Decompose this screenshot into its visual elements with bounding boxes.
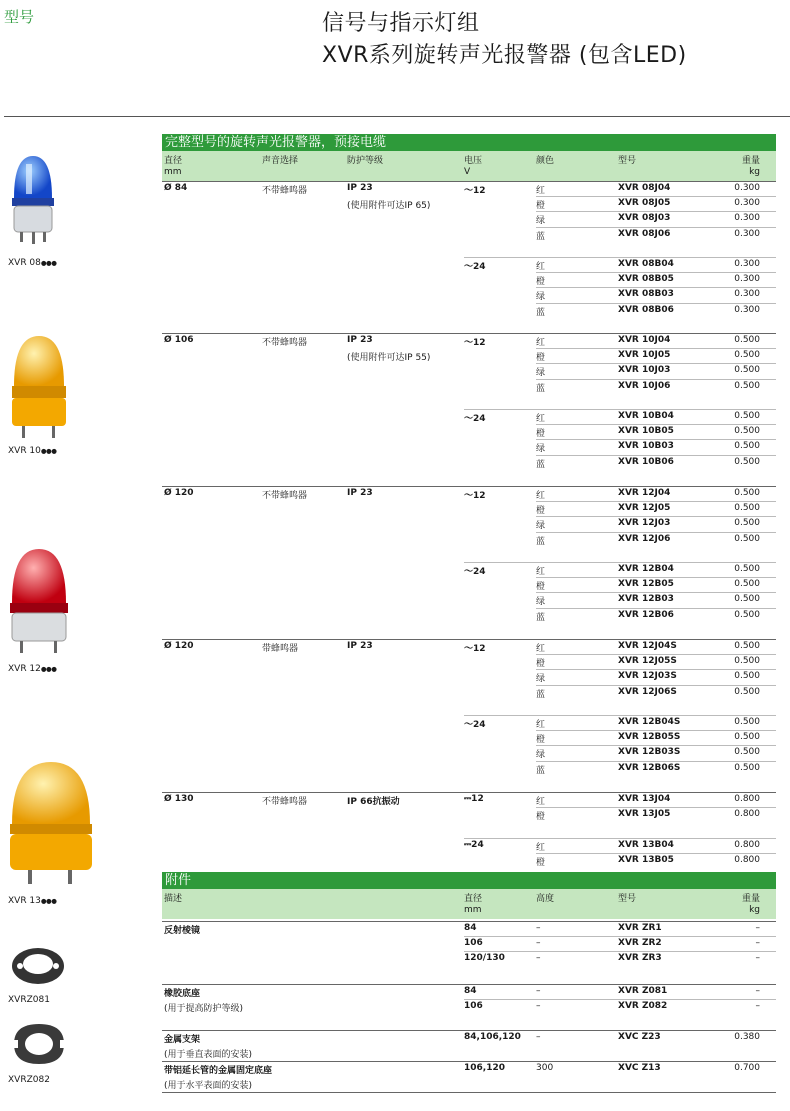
cell-acc-height: – xyxy=(536,986,541,996)
table-row xyxy=(162,854,776,869)
cell-weight: 0.500 xyxy=(734,441,760,452)
cell-acc-diameter: 106 xyxy=(464,938,483,949)
table-row xyxy=(162,364,776,379)
table-row xyxy=(162,517,776,532)
cell-color: 蓝 xyxy=(536,231,546,242)
cell-acc-height: 300 xyxy=(536,1063,554,1073)
xvr12-red-beacon-image xyxy=(8,545,70,655)
accessory-row xyxy=(162,1031,776,1046)
table-row xyxy=(162,533,776,548)
cell-model: XVR 13B04 xyxy=(618,839,674,850)
table-row xyxy=(162,686,776,701)
cell-model: XVR 10B05 xyxy=(618,426,674,437)
cell-voltage: 〜12 xyxy=(464,491,486,501)
cell-color: 蓝 xyxy=(536,459,546,470)
cell-model: XVR 12J03S xyxy=(618,671,677,682)
cell-voltage: ⎓12 xyxy=(464,794,484,804)
cell-model: XVR 08J05 xyxy=(618,198,671,209)
table-header-accessories xyxy=(162,889,776,919)
table-row xyxy=(162,182,776,197)
cell-color: 蓝 xyxy=(536,307,546,318)
cell-ip: IP 23 xyxy=(347,183,373,193)
page-title: 信号与指示灯组 xyxy=(322,11,480,36)
cell-acc-height: – xyxy=(536,953,541,964)
cell-acc-height: – xyxy=(536,1001,541,1012)
table-row xyxy=(162,334,776,349)
cell-acc-model: XVC Z13 xyxy=(618,1063,661,1073)
cell-model: XVR 12B06S xyxy=(618,762,681,773)
cell-color: 蓝 xyxy=(536,689,546,700)
cell-weight: 0.800 xyxy=(734,854,760,865)
cell-model: XVR 08B03 xyxy=(618,289,674,300)
cell-weight: 0.500 xyxy=(734,503,760,514)
cell-model: XVR 13J05 xyxy=(618,809,671,820)
cell-acc-height: – xyxy=(536,1032,541,1042)
cell-weight: 0.300 xyxy=(734,183,760,193)
cell-acc-note: (用于水平表面的安装) xyxy=(164,1081,253,1092)
table-row xyxy=(162,716,776,731)
accessory-row xyxy=(162,1062,776,1077)
cell-color: 红 xyxy=(536,262,546,272)
header-acc-weight: 重量 xyxy=(741,894,760,904)
cell-diameter: Ø 130 xyxy=(164,794,194,804)
cell-weight: 0.500 xyxy=(734,641,760,651)
xvr13-orange-beacon-image xyxy=(6,758,96,890)
cell-weight: 0.500 xyxy=(734,564,760,574)
cell-color: 橙 xyxy=(536,735,546,746)
cell-voltage: 〜12 xyxy=(464,644,486,654)
cell-color: 绿 xyxy=(536,444,546,455)
cell-acc-weight: – xyxy=(755,923,760,933)
cell-model: XVR 08B04 xyxy=(618,259,674,269)
cell-color: 红 xyxy=(536,414,546,424)
table-row xyxy=(162,304,776,319)
header-voltage: 电压 xyxy=(464,156,483,166)
xvrz081-rubber-base-image xyxy=(10,946,66,986)
cell-acc-diameter: 106 xyxy=(464,1001,483,1012)
caption-xvr10: XVR 10●●● xyxy=(8,446,57,456)
table-row xyxy=(162,793,776,808)
xvr10-orange-beacon-image xyxy=(8,330,70,440)
cell-color: 绿 xyxy=(536,292,546,303)
cell-color: 蓝 xyxy=(536,383,546,394)
table-row xyxy=(162,425,776,440)
cell-voltage: 〜12 xyxy=(464,338,486,348)
cell-acc-weight: – xyxy=(755,938,760,949)
cell-weight: 0.500 xyxy=(734,762,760,773)
cell-voltage: 〜24 xyxy=(464,567,486,577)
cell-weight: 0.500 xyxy=(734,411,760,421)
header-color: 颜色 xyxy=(536,156,555,166)
cell-weight: 0.500 xyxy=(734,579,760,590)
cell-voltage: 〜12 xyxy=(464,186,486,196)
cell-model: XVR 10J03 xyxy=(618,365,671,376)
cell-weight: 0.500 xyxy=(734,732,760,743)
cell-acc-weight: 0.380 xyxy=(734,1032,760,1042)
cell-acc-note: (用于垂直表面的安装) xyxy=(164,1050,253,1061)
header-desc: 描述 xyxy=(164,894,183,904)
cell-acc-model: XVR ZR3 xyxy=(618,953,662,964)
cell-acc-diameter: 84 xyxy=(464,986,477,996)
cell-diameter: Ø 106 xyxy=(164,335,194,345)
header-height: 高度 xyxy=(536,894,555,904)
cell-weight: 0.500 xyxy=(734,671,760,682)
cell-ip-note: (使用附件可达IP 55) xyxy=(347,353,431,364)
cell-color: 橙 xyxy=(536,857,546,868)
cell-model: XVR 10J05 xyxy=(618,350,671,361)
cell-ip-note: (使用附件可达IP 65) xyxy=(347,201,431,212)
cell-color: 绿 xyxy=(536,597,546,608)
cell-acc-model: XVR ZR2 xyxy=(618,938,662,949)
cell-ip: IP 23 xyxy=(347,335,373,345)
cell-ip: IP 23 xyxy=(347,641,373,651)
cell-model: XVR 08B06 xyxy=(618,304,674,315)
cell-acc-diameter: 84 xyxy=(464,923,477,933)
cell-weight: 0.500 xyxy=(734,747,760,758)
cell-color: 红 xyxy=(536,186,546,196)
cell-acc-diameter: 84,106,120 xyxy=(464,1032,521,1042)
cell-color: 橙 xyxy=(536,812,546,823)
header-acc-weight-unit: kg xyxy=(749,905,760,915)
cell-ip: IP 23 xyxy=(347,488,373,498)
table-row xyxy=(162,410,776,425)
cell-acc-diameter: 120/130 xyxy=(464,953,505,964)
cell-color: 橙 xyxy=(536,506,546,517)
cell-voltage: ⎓24 xyxy=(464,839,484,850)
table-row xyxy=(162,258,776,273)
cell-color: 绿 xyxy=(536,216,546,227)
cell-model: XVR 12J05S xyxy=(618,656,677,667)
header-ip: 防护等级 xyxy=(347,156,384,166)
table-row xyxy=(162,440,776,455)
cell-weight: 0.500 xyxy=(734,350,760,361)
cell-model: XVR 12J06S xyxy=(618,686,677,697)
cell-weight: 0.500 xyxy=(734,533,760,544)
cell-model: XVR 10B03 xyxy=(618,441,674,452)
table-row xyxy=(162,808,776,823)
cell-color: 蓝 xyxy=(536,612,546,623)
cell-color: 橙 xyxy=(536,277,546,288)
cell-voltage: 〜24 xyxy=(464,414,486,424)
page-label: 型号 xyxy=(4,8,35,26)
cell-weight: 0.500 xyxy=(734,686,760,697)
header-acc-diameter: 直径 xyxy=(464,894,483,904)
caption-z082: XVRZ082 xyxy=(8,1075,50,1085)
cell-color: 红 xyxy=(536,644,546,654)
cell-weight: 0.500 xyxy=(734,365,760,376)
accessory-row xyxy=(162,985,776,1000)
cell-model: XVR 12B04S xyxy=(618,717,681,727)
table-row xyxy=(162,762,776,777)
cell-color: 蓝 xyxy=(536,765,546,776)
cell-weight: 0.300 xyxy=(734,259,760,269)
xvrz082-metal-bracket-image xyxy=(8,1020,70,1068)
header-sound: 声音选择 xyxy=(262,156,299,166)
cell-model: XVR 12B06 xyxy=(618,609,674,620)
table-row xyxy=(162,212,776,227)
cell-color: 橙 xyxy=(536,201,546,212)
table-row xyxy=(162,502,776,517)
cell-sound: 不带蜂鸣器 xyxy=(262,338,308,348)
caption-xvr13: XVR 13●●● xyxy=(8,896,57,906)
accessory-row xyxy=(162,1046,776,1061)
table-row xyxy=(162,197,776,212)
cell-model: XVR 10J04 xyxy=(618,335,671,345)
cell-sound: 带蜂鸣器 xyxy=(262,644,299,654)
cell-acc-model: XVR ZR1 xyxy=(618,923,662,933)
cell-weight: 0.300 xyxy=(734,198,760,209)
header-weight: 重量 xyxy=(741,156,760,166)
cell-weight: 0.500 xyxy=(734,488,760,498)
cell-model: XVR 08B05 xyxy=(618,274,674,285)
cell-acc-name: 带铝延长管的金属固定底座 xyxy=(164,1066,273,1076)
cell-color: 橙 xyxy=(536,582,546,593)
accessory-row xyxy=(162,1000,776,1015)
cell-model: XVR 12B03S xyxy=(618,747,681,758)
cell-ip: IP 66抗振动 xyxy=(347,797,400,807)
table-row xyxy=(162,731,776,746)
table-row xyxy=(162,640,776,655)
cell-sound: 不带蜂鸣器 xyxy=(262,186,308,196)
table-row xyxy=(162,593,776,608)
cell-color: 绿 xyxy=(536,750,546,761)
table-header-main xyxy=(162,151,776,181)
table-row xyxy=(162,655,776,670)
cell-color: 橙 xyxy=(536,429,546,440)
section-band-main: 完整型号的旋转声光报警器，预接电缆 xyxy=(162,134,776,151)
accessory-row xyxy=(162,937,776,952)
header-weight-unit: kg xyxy=(749,167,760,177)
cell-model: XVR 12B03 xyxy=(618,594,674,605)
cell-model: XVR 13J04 xyxy=(618,794,671,804)
cell-color: 绿 xyxy=(536,674,546,685)
table-row xyxy=(162,578,776,593)
cell-acc-weight: – xyxy=(755,1001,760,1012)
cell-diameter: Ø 120 xyxy=(164,488,194,498)
cell-acc-diameter: 106,120 xyxy=(464,1063,505,1073)
cell-color: 红 xyxy=(536,567,546,577)
cell-voltage: 〜24 xyxy=(464,720,486,730)
cell-weight: 0.500 xyxy=(734,518,760,529)
cell-acc-model: XVR Z081 xyxy=(618,986,668,996)
cell-weight: 0.500 xyxy=(734,594,760,605)
cell-acc-name: 反射棱镜 xyxy=(164,926,201,936)
cell-model: XVR 08J04 xyxy=(618,183,671,193)
cell-color: 红 xyxy=(536,491,546,501)
table-row xyxy=(162,288,776,303)
accessory-row xyxy=(162,952,776,967)
cell-weight: 0.800 xyxy=(734,839,760,850)
header-diameter-unit: mm xyxy=(164,167,182,177)
cell-model: XVR 08J06 xyxy=(618,228,671,239)
accessory-row xyxy=(162,1077,776,1092)
cell-color: 蓝 xyxy=(536,536,546,547)
accessory-row xyxy=(162,922,776,937)
table-row xyxy=(162,746,776,761)
table-row xyxy=(162,670,776,685)
cell-model: XVR 10B06 xyxy=(618,456,674,467)
xvr08-blue-beacon-image xyxy=(8,150,58,250)
cell-model: XVR 12J06 xyxy=(618,533,671,544)
cell-acc-weight: – xyxy=(755,986,760,996)
cell-model: XVR 12B04 xyxy=(618,564,674,574)
cell-voltage: 〜24 xyxy=(464,262,486,272)
cell-acc-name: 橡胶底座 xyxy=(164,989,201,999)
section-band-accessories: 附件 xyxy=(162,872,776,889)
cell-diameter: Ø 120 xyxy=(164,641,194,651)
table-row xyxy=(162,228,776,243)
cell-acc-model: XVC Z23 xyxy=(618,1032,661,1042)
cell-acc-weight: – xyxy=(755,953,760,964)
cell-weight: 0.500 xyxy=(734,609,760,620)
table-row xyxy=(162,487,776,502)
cell-color: 红 xyxy=(536,797,546,807)
header-model: 型号 xyxy=(618,156,637,166)
cell-weight: 0.500 xyxy=(734,426,760,437)
table-row xyxy=(162,609,776,624)
cell-sound: 不带蜂鸣器 xyxy=(262,797,308,807)
cell-color: 红 xyxy=(536,720,546,730)
cell-model: XVR 10B04 xyxy=(618,411,674,421)
table-row xyxy=(162,839,776,854)
cell-model: XVR 12B05S xyxy=(618,732,681,743)
caption-z081: XVRZ081 xyxy=(8,995,50,1005)
cell-color: 绿 xyxy=(536,521,546,532)
table-row xyxy=(162,349,776,364)
cell-color: 橙 xyxy=(536,353,546,364)
cell-weight: 0.500 xyxy=(734,717,760,727)
page-subtitle: XVR系列旋转声光报警器 (包含LED) xyxy=(322,43,687,68)
header-diameter: 直径 xyxy=(164,156,183,166)
cell-model: XVR 12J03 xyxy=(618,518,671,529)
cell-acc-name: 金属支架 xyxy=(164,1035,201,1045)
cell-acc-note: (用于提高防护等级) xyxy=(164,1004,244,1015)
table-end-divider xyxy=(162,1092,776,1093)
top-divider xyxy=(4,116,790,117)
cell-weight: 0.800 xyxy=(734,809,760,820)
cell-weight: 0.800 xyxy=(734,794,760,804)
cell-acc-model: XVR Z082 xyxy=(618,1001,668,1012)
header-acc-diameter-unit: mm xyxy=(464,905,482,915)
cell-acc-height: – xyxy=(536,923,541,933)
cell-acc-height: – xyxy=(536,938,541,949)
cell-model: XVR 08J03 xyxy=(618,213,671,224)
caption-xvr08: XVR 08●●● xyxy=(8,258,57,268)
cell-color: 绿 xyxy=(536,368,546,379)
table-row xyxy=(162,273,776,288)
table-row xyxy=(162,563,776,578)
cell-model: XVR 12J04S xyxy=(618,641,677,651)
cell-weight: 0.300 xyxy=(734,289,760,300)
cell-model: XVR 13B05 xyxy=(618,854,674,865)
cell-sound: 不带蜂鸣器 xyxy=(262,491,308,501)
cell-acc-weight: 0.700 xyxy=(734,1063,760,1073)
caption-xvr12: XVR 12●●● xyxy=(8,664,57,674)
cell-weight: 0.500 xyxy=(734,380,760,391)
table-row xyxy=(162,380,776,395)
cell-diameter: Ø 84 xyxy=(164,183,188,193)
cell-color: 橙 xyxy=(536,659,546,670)
cell-model: XVR 12B05 xyxy=(618,579,674,590)
table-row xyxy=(162,456,776,471)
cell-weight: 0.300 xyxy=(734,228,760,239)
cell-weight: 0.500 xyxy=(734,335,760,345)
cell-model: XVR 12J04 xyxy=(618,488,671,498)
cell-color: 红 xyxy=(536,338,546,348)
cell-weight: 0.300 xyxy=(734,213,760,224)
cell-model: XVR 10J06 xyxy=(618,380,671,391)
cell-color: 红 xyxy=(536,842,546,853)
cell-weight: 0.300 xyxy=(734,274,760,285)
cell-weight: 0.500 xyxy=(734,656,760,667)
cell-weight: 0.500 xyxy=(734,456,760,467)
cell-weight: 0.300 xyxy=(734,304,760,315)
cell-model: XVR 12J05 xyxy=(618,503,671,514)
header-acc-model: 型号 xyxy=(618,894,637,904)
header-voltage-unit: V xyxy=(464,167,471,177)
